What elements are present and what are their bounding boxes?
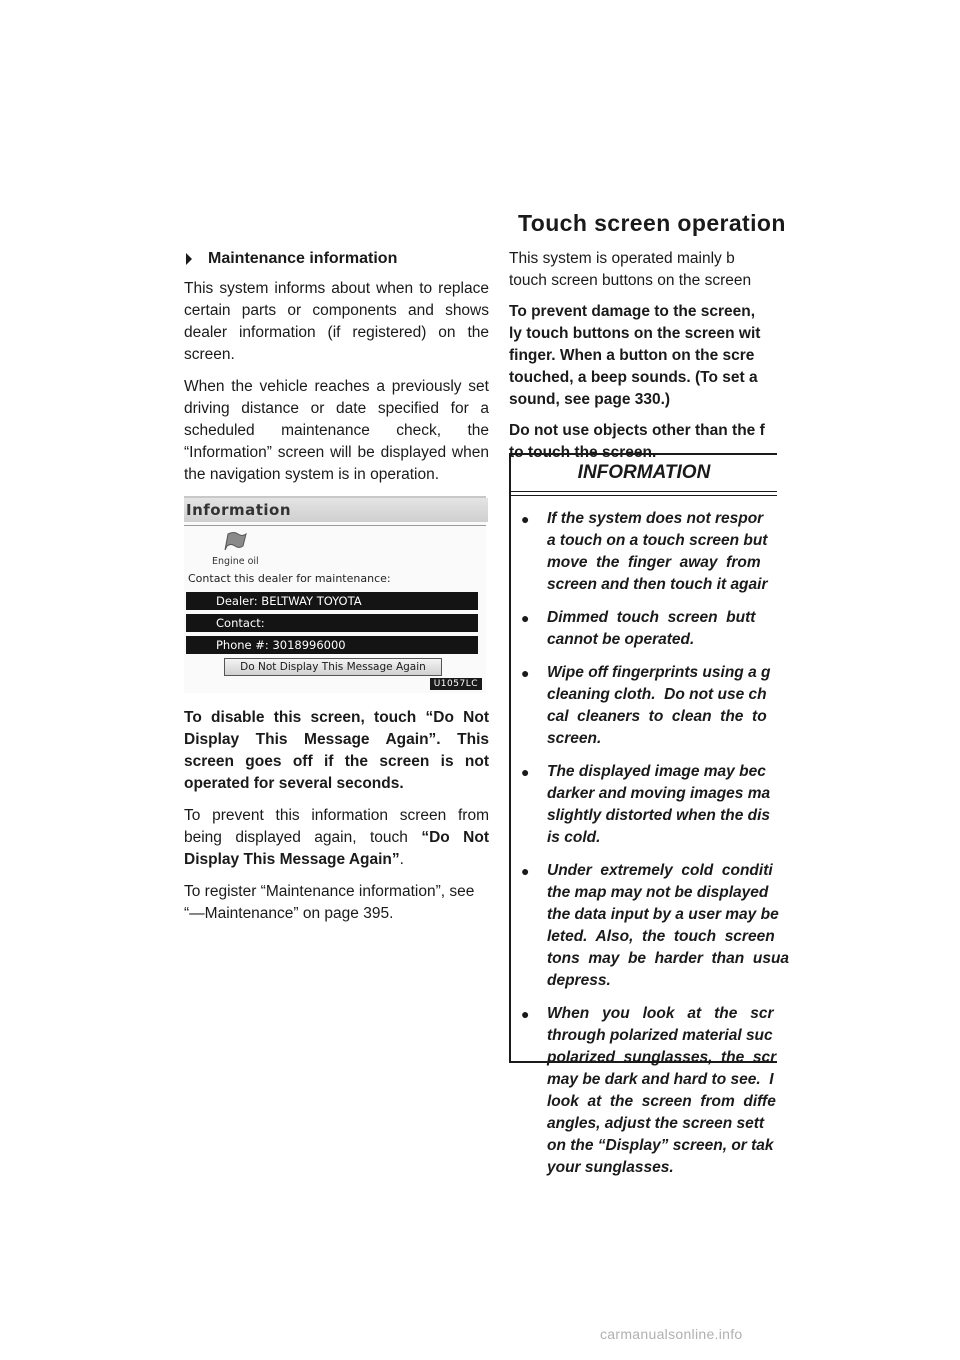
- engine-oil-caption: Engine oil: [212, 556, 259, 567]
- contact-prompt: Contact this dealer for maintenance:: [188, 572, 391, 585]
- prevent-end-text: .: [399, 851, 404, 868]
- bullet-icon: ●: [521, 610, 530, 626]
- intro-line-2: touch screen buttons on the screen: [509, 272, 752, 289]
- objects-line-2: to touch the screen.: [509, 444, 657, 461]
- information-box: [509, 453, 790, 1176]
- list-item-text: Dimmed touch screen butt cannot be operated.: [547, 609, 756, 648]
- warning-line-1: To prevent damage to the screen,: [509, 303, 756, 320]
- list-item-text: Under extremely cold conditi the map may not be displayed the data input by a user may be leted. Also, the touch screen tons may be harder than usua depress.: [547, 862, 790, 989]
- list-item: [519, 1003, 777, 1179]
- list-item: [519, 662, 777, 750]
- do-not-display-button[interactable]: Do Not Display This Message Again: [224, 658, 442, 676]
- contact-row: [186, 614, 478, 632]
- register-instruction: To register “Maintenance information”, see “—Maintenance” on page 395.: [184, 883, 475, 922]
- screen-divider: [184, 525, 486, 526]
- dealer-row: [186, 592, 478, 610]
- prevent-text: To prevent this information screen from being displayed again, touch: [184, 807, 489, 846]
- objects-line-1: Do not use objects other than the f: [509, 422, 765, 439]
- warning-line-4: touched, a beep sounds. (To set a: [509, 369, 758, 386]
- bullet-icon: ●: [521, 764, 530, 780]
- contact-text: Contact:: [216, 616, 265, 630]
- intro-line-1: This system is operated mainly b: [509, 250, 735, 267]
- list-item-text: If the system does not respor a touch on a touch screen but move the finger away from screen and then touch it agair: [547, 510, 768, 593]
- list-item-text: The displayed image may bec darker and moving images ma slightly distorted when the dis is cold.: [547, 763, 771, 846]
- phone-row: [186, 636, 478, 654]
- list-item-text: When you look at the scr through polarized material suc polarized sunglasses, the scr may be dark and hard to see. I look at the screen from diffe angles, adjust the screen sett on the “Display” screen, or tak your sunglasses.: [547, 1005, 777, 1176]
- page-title-text: Touch screen operation: [518, 210, 786, 236]
- list-item: [519, 761, 777, 849]
- screen-title: Information: [184, 498, 488, 522]
- information-divider: [511, 491, 777, 496]
- list-item: [519, 508, 777, 596]
- left-column: [184, 248, 489, 935]
- list-item: [519, 607, 777, 651]
- intro-text: [509, 248, 775, 292]
- information-title: INFORMATION: [577, 462, 711, 483]
- information-screen-figure: [184, 496, 486, 693]
- figure-code: U1057LC: [430, 678, 482, 690]
- section-heading: [184, 248, 489, 270]
- list-item: [519, 860, 790, 992]
- damage-warning: [509, 301, 775, 411]
- phone-text: Phone #: 3018996000: [216, 638, 346, 652]
- bullet-icon: ●: [521, 665, 530, 681]
- engine-oil-icon: [222, 530, 248, 552]
- section-heading-text: Maintenance information: [208, 250, 398, 267]
- list-item-text: Wipe off fingerprints using a g cleaning cloth. Do not use ch cal cleaners to clean the to screen.: [547, 664, 771, 747]
- page-title: [518, 210, 786, 244]
- bullet-icon: ●: [521, 863, 530, 879]
- warning-line-2: ly touch buttons on the screen wit: [509, 325, 761, 342]
- trigger-paragraph: When the vehicle reaches a previously set driving distance or date specified for a scheduled maintenance check, the “Information” screen will be displayed when the navigation system is in operation.: [184, 378, 489, 483]
- dealer-text: Dealer: BELTWAY TOYOTA: [216, 594, 362, 608]
- site-watermark: carmanualsonline.info: [600, 1326, 743, 1342]
- warning-line-5: sound, see page 330.): [509, 391, 671, 408]
- warning-line-3: finger. When a button on the scre: [509, 347, 755, 364]
- prevent-bold-text: “Do Not Display This Message Again”: [184, 829, 490, 868]
- intro-paragraph: This system informs about when to replace certain parts or components and shows dealer information (if registered) on the screen.: [184, 280, 489, 363]
- disable-instruction: To disable this screen, touch “Do Not Display This Message Again”. This screen goes off if the screen is not operated for several seconds.: [184, 709, 489, 792]
- right-column: [509, 248, 775, 473]
- information-list: [511, 508, 790, 1179]
- bullet-icon: ●: [521, 511, 530, 527]
- bullet-icon: ●: [521, 1006, 530, 1022]
- triangle-bullet-icon: [186, 253, 192, 265]
- prevent-instruction: [184, 805, 489, 871]
